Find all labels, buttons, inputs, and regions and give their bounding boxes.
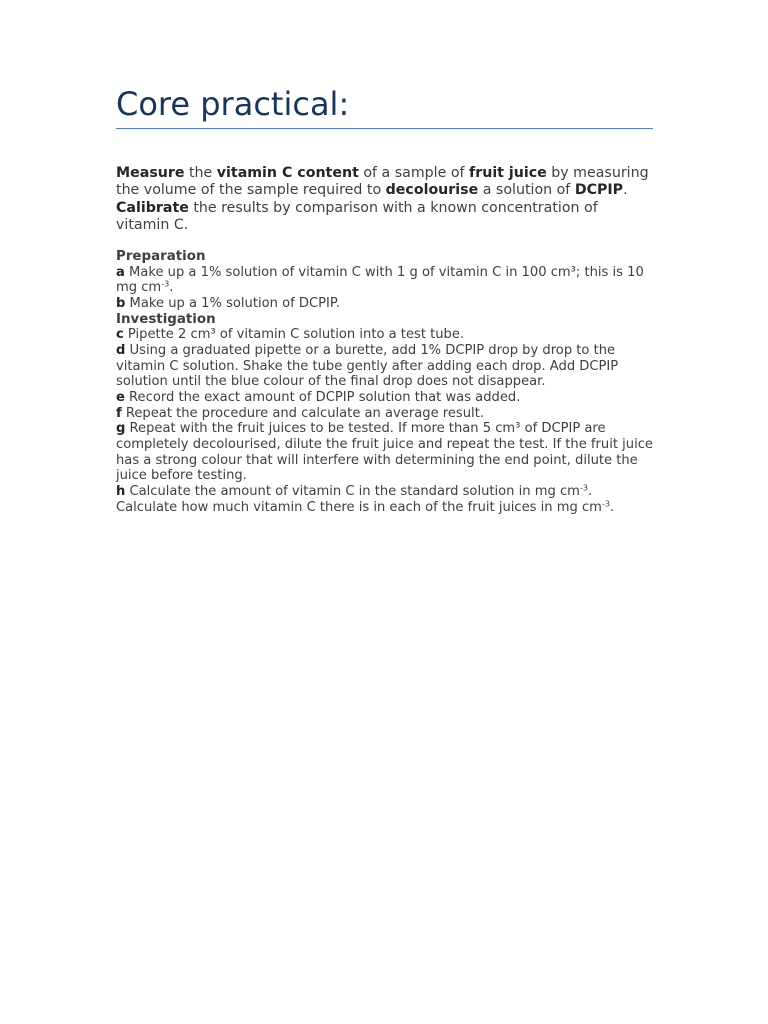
method-section xyxy=(116,249,653,515)
step-tail: . xyxy=(169,280,174,296)
superscript: -3 xyxy=(601,498,611,509)
intro-keyword-calibrate: Calibrate xyxy=(116,199,189,216)
superscript: -3 xyxy=(579,482,589,493)
step-text: . Calculate how much vitamin C there is in each of the fruit juices in mg cm xyxy=(116,483,602,515)
page-title: Core practical: xyxy=(116,85,350,123)
step-tail: . xyxy=(610,499,615,515)
step-label: c xyxy=(116,327,124,343)
step-c xyxy=(116,327,653,343)
intro-keyword-decolourise: decolourise xyxy=(385,182,479,199)
intro-text: of a sample of xyxy=(358,165,470,181)
step-label: g xyxy=(116,421,126,437)
intro-text: the results by comparison with a known concentration of vitamin C. xyxy=(116,199,598,234)
title-divider xyxy=(116,128,653,129)
preparation-heading: Preparation xyxy=(116,249,206,264)
step-text: Repeat with the fruit juices to be tested. If more than 5 cm³ of DCPIP are completely decolourised, dilute the fruit juice and repeat the test. If the fruit juice has a strong colour that will interfere with determining the end point, dilute the juice before testing. xyxy=(116,421,653,484)
intro-text: a solution of xyxy=(478,182,575,199)
step-text: Using a graduated pipette or a burette, add 1% DCPIP drop by drop to the vitamin C solution. Shake the tube gently after adding each drop. Add DCPIP solution until the blue colour of the final drop does not disappear. xyxy=(116,342,619,390)
intro-text: . xyxy=(623,182,628,199)
superscript: -3 xyxy=(161,278,170,289)
step-label: d xyxy=(116,342,126,358)
step-label: f xyxy=(116,405,122,421)
intro-text: the xyxy=(184,165,217,181)
investigation-heading: Investigation xyxy=(116,311,216,327)
intro-keyword-fruit-juice: fruit juice xyxy=(469,165,547,181)
intro-keyword-dcpip: DCPIP xyxy=(574,182,624,199)
step-h xyxy=(116,484,653,515)
intro-keyword-measure: Measure xyxy=(116,165,185,181)
step-text: Make up a 1% solution of vitamin C with 1 g of vitamin C in 100 cm³; this is 10 mg cm xyxy=(116,264,644,296)
step-f xyxy=(116,406,653,422)
step-label: e xyxy=(116,389,125,405)
step-text: Make up a 1% solution of DCPIP. xyxy=(125,295,340,311)
step-a xyxy=(116,265,653,296)
step-text: Record the exact amount of DCPIP solution that was added. xyxy=(124,389,521,405)
intro-paragraph xyxy=(116,165,653,235)
intro-keyword-vitamin-c-content: vitamin C content xyxy=(216,165,359,181)
step-label: h xyxy=(116,483,126,499)
step-text: Repeat the procedure and calculate an average result. xyxy=(121,405,484,421)
step-text: Pipette 2 cm³ of vitamin C solution into a test tube. xyxy=(123,327,465,343)
step-d xyxy=(116,343,653,390)
step-text: Calculate the amount of vitamin C in the standard solution in mg cm xyxy=(125,483,580,499)
step-label: b xyxy=(116,295,126,311)
step-g xyxy=(116,421,653,484)
intro-text: by measuring the volume of the sample required to xyxy=(116,165,649,199)
step-label: a xyxy=(116,264,125,280)
step-b xyxy=(116,296,653,312)
step-e xyxy=(116,390,653,406)
